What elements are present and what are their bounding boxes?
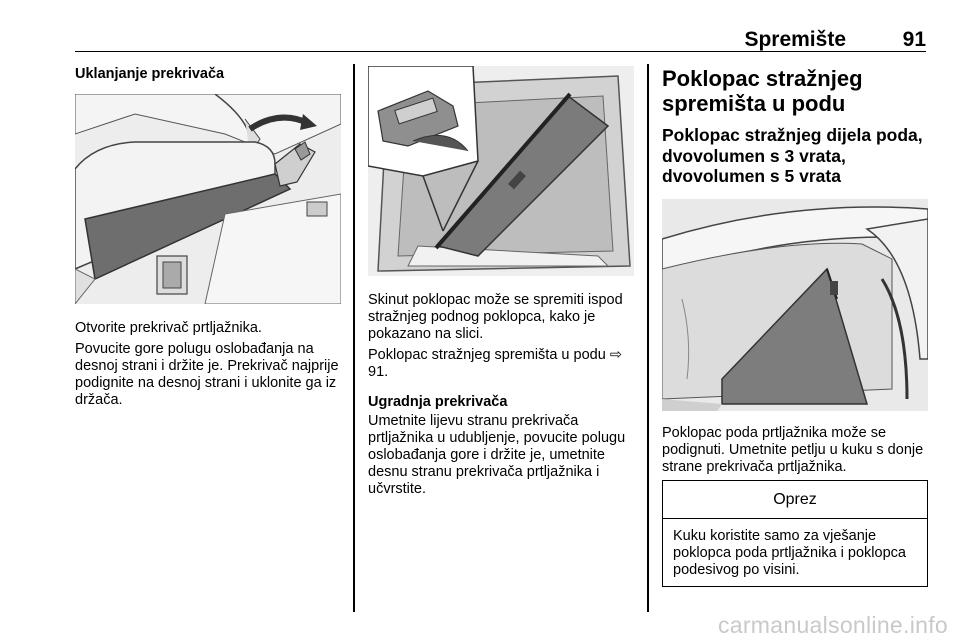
paragraph-stow-cover: Skinut poklopac može se spremiti ispod stražnjeg podnog poklopca, kako je pokazano na slici. bbox=[368, 292, 623, 342]
page-number: 91 bbox=[902, 28, 926, 51]
reference-label: Poklopac stražnjeg spremišta u podu bbox=[368, 347, 606, 363]
paragraph-floor-reference bbox=[368, 347, 634, 381]
watermark: carmanualsonline.info bbox=[717, 612, 948, 638]
section-subtitle-hatchback: Poklopac stražnjeg dijela poda, dvovolumen s 3 vrata, dvovolumen s 5 vrata bbox=[662, 125, 923, 186]
column-1 bbox=[75, 66, 341, 409]
column-divider-right bbox=[647, 64, 649, 612]
column-divider-left bbox=[353, 64, 355, 612]
paragraph-raise-floor-cover: Poklopac poda prtljažnika može se podignuti. Umetnite petlju u kuku s donje strane prekrivača prtljažnika. bbox=[662, 424, 924, 475]
column-3 bbox=[662, 66, 928, 476]
illustration-floor-cover bbox=[662, 199, 928, 411]
column-2 bbox=[368, 66, 634, 498]
illustration-cover-removal bbox=[75, 94, 341, 304]
caution-box bbox=[662, 480, 928, 587]
figure-cover-removal bbox=[75, 94, 341, 304]
paragraph-open-cover: Otvorite prekrivač prtljažnika. bbox=[75, 320, 262, 336]
section-title-rear-floor-cover: Poklopac stražnjeg spremišta u podu bbox=[662, 66, 863, 116]
paragraph-pull-lever: Povucite gore polugu oslobađanja na desnoj strani i držite je. Prekrivač najprije podignite na desnoj strani i uklonite ga iz držača. bbox=[75, 341, 339, 408]
reference-page: 91. bbox=[368, 364, 389, 380]
paragraph-install-steps: Umetnite lijevu stranu prekrivača prtljažnika u udubljenje, povucite polugu oslobađanja gore i držite je, umetnite desnu stranu prekrivača prtljažnika i učvrstite. bbox=[368, 413, 626, 497]
figure-cover-stowed bbox=[368, 66, 634, 276]
arrow-icon: ⇨ bbox=[609, 347, 622, 363]
section-heading-removing-cover: Uklanjanje prekrivača bbox=[75, 66, 225, 82]
section-heading-installing-cover: Ugradnja prekrivača bbox=[368, 394, 508, 410]
illustration-cover-under-floor bbox=[368, 66, 634, 276]
caution-text: Kuku koristite samo za vješanje poklopca poda prtljažnika i poklopca podesivog po visini. bbox=[673, 528, 906, 578]
caution-title: Oprez bbox=[663, 481, 927, 519]
page-header bbox=[75, 22, 926, 52]
figure-floor-cover-raised bbox=[662, 199, 928, 411]
page-title: Spremište bbox=[744, 28, 846, 51]
